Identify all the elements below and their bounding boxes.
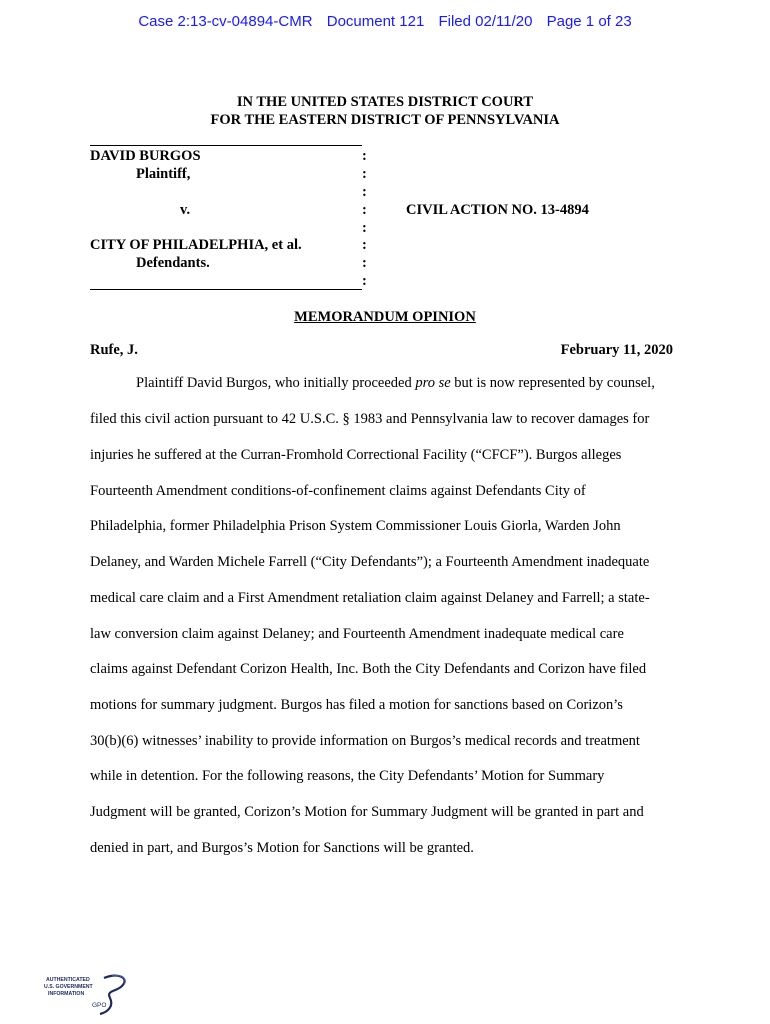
- seal-text: U.S. GOVERNMENT: [44, 984, 93, 990]
- defendant-name: CITY OF PHILADELPHIA, et al.: [90, 237, 302, 253]
- caption-colon: :: [362, 166, 367, 182]
- opinion-date: February 11, 2020: [560, 342, 673, 358]
- body-line: filed this civil action pursuant to 42 U.S.C. § 1983 and Pennsylvania law to recover damages for: [90, 411, 650, 427]
- seal-text: GPO: [92, 1002, 107, 1009]
- court-district: FOR THE EASTERN DISTRICT OF PENNSYLVANIA: [210, 112, 560, 128]
- plaintiff-role: Plaintiff,: [136, 166, 191, 182]
- caption-top-rule: [90, 145, 362, 146]
- memorandum-title: MEMORANDUM OPINION: [294, 309, 476, 325]
- body-line: medical care claim and a First Amendment retaliation claim against Delaney and Farrell; a state-: [90, 590, 650, 606]
- body-line: Plaintiff David Burgos, who initially proceeded pro se but is now represented by counsel,: [136, 375, 655, 391]
- civil-action-number: CIVIL ACTION NO. 13-4894: [406, 202, 589, 218]
- caption-colon: :: [362, 273, 367, 289]
- caption-colon: :: [362, 255, 367, 271]
- ecf-header: [0, 13, 770, 30]
- caption-colon: :: [362, 202, 367, 218]
- body-line: 30(b)(6) witnesses’ inability to provide information on Burgos’s medical records and treatment: [90, 733, 640, 749]
- caption-colon: :: [362, 220, 367, 236]
- gpo-authentication-seal-icon: [44, 972, 134, 1016]
- defendant-role: Defendants.: [136, 255, 210, 271]
- plaintiff-name: DAVID BURGOS: [90, 148, 201, 164]
- body-line: motions for summary judgment. Burgos has filed a motion for sanctions based on Corizon’s: [90, 697, 623, 713]
- body-line: claims against Defendant Corizon Health, Inc. Both the City Defendants and Corizon have filed: [90, 661, 647, 677]
- case-number: Case 2:13-cv-04894-CMR: [138, 13, 313, 30]
- body-line: law conversion claim against Delaney; and Fourteenth Amendment inadequate medical care: [90, 626, 624, 642]
- body-line: injuries he suffered at the Curran-Fromhold Correctional Facility (“CFCF”). Burgos alleges: [90, 447, 622, 463]
- filed-date: Filed 02/11/20: [438, 13, 533, 30]
- latin-term: pro se: [415, 375, 451, 391]
- caption-colon: :: [362, 148, 367, 164]
- versus: v.: [180, 202, 191, 218]
- body-line: denied in part, and Burgos’s Motion for Sanctions will be granted.: [90, 840, 474, 856]
- judge-name: Rufe, J.: [90, 342, 138, 358]
- caption-bottom-rule: [90, 289, 362, 290]
- seal-text: AUTHENTICATED: [46, 977, 90, 983]
- body-line: Philadelphia, former Philadelphia Prison System Commissioner Louis Giorla, Warden John: [90, 518, 621, 534]
- caption-colon: :: [362, 184, 367, 200]
- body-line: Delaney, and Warden Michele Farrell (“City Defendants”); a Fourteenth Amendment inadequate: [90, 554, 650, 570]
- caption-colon: :: [362, 237, 367, 253]
- seal-text: INFORMATION: [48, 991, 85, 997]
- body-line: Fourteenth Amendment conditions-of-confinement claims against Defendants City of: [90, 483, 586, 499]
- page-indicator: Page 1 of 23: [546, 13, 632, 30]
- document-number: Document 121: [326, 13, 425, 30]
- body-line: Judgment will be granted, Corizon’s Motion for Summary Judgment will be granted in part and: [90, 804, 644, 820]
- body-line: while in detention. For the following reasons, the City Defendants’ Motion for Summary: [90, 768, 605, 784]
- court-name: IN THE UNITED STATES DISTRICT COURT: [236, 94, 534, 110]
